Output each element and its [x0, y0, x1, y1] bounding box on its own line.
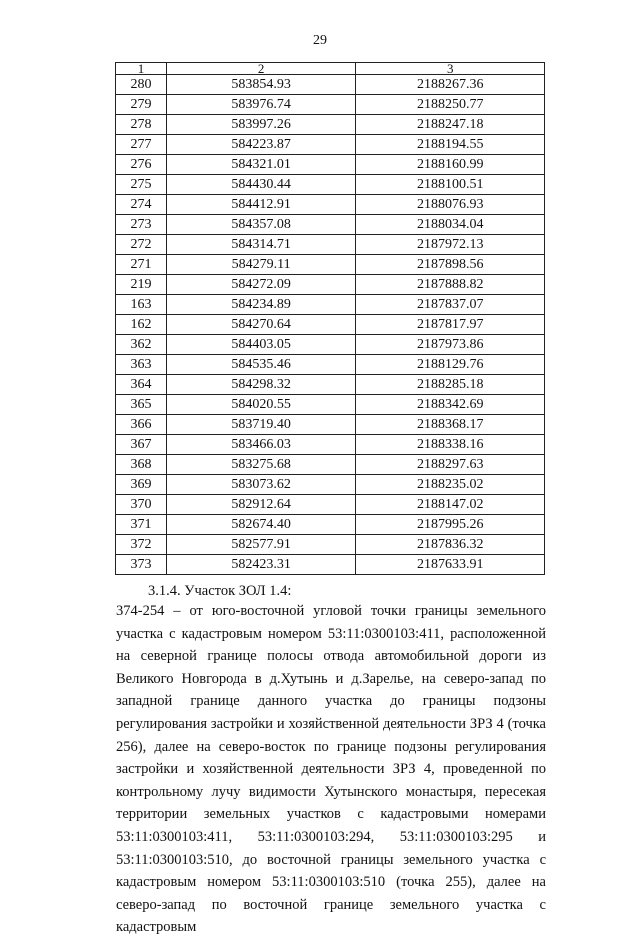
point-number-cell: 219: [116, 275, 167, 295]
table-row: [116, 255, 545, 275]
header-y-coordinate: 3: [356, 63, 545, 75]
table-row: [116, 295, 545, 315]
table-row: [116, 375, 545, 395]
y-coordinate-cell: 2188129.76: [356, 355, 545, 375]
x-coordinate-cell: 584298.32: [166, 375, 356, 395]
point-number-cell: 370: [116, 495, 167, 515]
y-coordinate-cell: 2187995.26: [356, 515, 545, 535]
table-row: [116, 215, 545, 235]
header-point-number: 1: [116, 63, 167, 75]
table-row: [116, 155, 545, 175]
y-coordinate-cell: 2187817.97: [356, 315, 545, 335]
table-row: [116, 235, 545, 255]
point-number-cell: 279: [116, 95, 167, 115]
point-number-cell: 280: [116, 75, 167, 95]
y-coordinate-cell: 2188160.99: [356, 155, 545, 175]
table-row: [116, 515, 545, 535]
point-number-cell: 271: [116, 255, 167, 275]
point-number-cell: 363: [116, 355, 167, 375]
x-coordinate-cell: 584535.46: [166, 355, 356, 375]
x-coordinate-cell: 584314.71: [166, 235, 356, 255]
x-coordinate-cell: 584223.87: [166, 135, 356, 155]
table-header-row: [116, 63, 545, 75]
point-number-cell: 162: [116, 315, 167, 335]
point-number-cell: 274: [116, 195, 167, 215]
page-number: 29: [313, 33, 327, 48]
point-number-cell: 278: [116, 115, 167, 135]
point-number-cell: 369: [116, 475, 167, 495]
y-coordinate-cell: 2188194.55: [356, 135, 545, 155]
header-x-coordinate: 2: [166, 63, 356, 75]
table-row: [116, 95, 545, 115]
x-coordinate-cell: 582577.91: [166, 535, 356, 555]
y-coordinate-cell: 2187837.07: [356, 295, 545, 315]
y-coordinate-cell: 2188342.69: [356, 395, 545, 415]
table-row: [116, 115, 545, 135]
y-coordinate-cell: 2188338.16: [356, 435, 545, 455]
x-coordinate-cell: 583073.62: [166, 475, 356, 495]
x-coordinate-cell: 583466.03: [166, 435, 356, 455]
y-coordinate-cell: 2187973.86: [356, 335, 545, 355]
y-coordinate-cell: 2188034.04: [356, 215, 545, 235]
table-row: [116, 415, 545, 435]
table-row: [116, 455, 545, 475]
x-coordinate-cell: 582423.31: [166, 555, 356, 575]
x-coordinate-cell: 584412.91: [166, 195, 356, 215]
y-coordinate-cell: 2188076.93: [356, 195, 545, 215]
x-coordinate-cell: 584357.08: [166, 215, 356, 235]
table-row: [116, 495, 545, 515]
table-row: [116, 335, 545, 355]
y-coordinate-cell: 2187633.91: [356, 555, 545, 575]
point-number-cell: 277: [116, 135, 167, 155]
y-coordinate-cell: 2188247.18: [356, 115, 545, 135]
y-coordinate-cell: 2187898.56: [356, 255, 545, 275]
point-number-cell: 366: [116, 415, 167, 435]
x-coordinate-cell: 583997.26: [166, 115, 356, 135]
y-coordinate-cell: 2187972.13: [356, 235, 545, 255]
y-coordinate-cell: 2188235.02: [356, 475, 545, 495]
x-coordinate-cell: 584430.44: [166, 175, 356, 195]
y-coordinate-cell: 2188250.77: [356, 95, 545, 115]
point-number-cell: 368: [116, 455, 167, 475]
y-coordinate-cell: 2188285.18: [356, 375, 545, 395]
coordinates-table: [115, 62, 545, 575]
point-number-cell: 273: [116, 215, 167, 235]
y-coordinate-cell: 2187888.82: [356, 275, 545, 295]
table-row: [116, 195, 545, 215]
x-coordinate-cell: 583854.93: [166, 75, 356, 95]
table-row: [116, 355, 545, 375]
point-number-cell: 362: [116, 335, 167, 355]
point-number-cell: 276: [116, 155, 167, 175]
point-number-cell: 364: [116, 375, 167, 395]
y-coordinate-cell: 2188297.63: [356, 455, 545, 475]
x-coordinate-cell: 583976.74: [166, 95, 356, 115]
x-coordinate-cell: 584272.09: [166, 275, 356, 295]
x-coordinate-cell: 584270.64: [166, 315, 356, 335]
x-coordinate-cell: 584234.89: [166, 295, 356, 315]
table-row: [116, 535, 545, 555]
point-number-cell: 367: [116, 435, 167, 455]
section-paragraph: 374-254 – от юго-восточной угловой точки границы земельного участка с кадастровым номером 53:11:0300103:411, расположенной на северной границе полосы отвода автомобильной дороги из Великого Новгорода в д.Хутынь и д.Зарелье, на северо-запад по западной границе данного участка до границы подзоны регулирования застройки и хозяйственной деятельности ЗРЗ 4 (точка 256), далее на северо-восток по границе подзоны регулирования застройки и хозяйственной деятельности ЗРЗ 4, проведенной по контрольному лучу видимости Хутынского монастыря, пересекая территории земельных участков с кадастровыми номерами 53:11:0300103:411, 53:11:0300103:294, 53:11:0300103:295 и 53:11:0300103:510, до восточной границы земельного участка с кадастровым номером 53:11:0300103:510 (точка 255), далее на северо-запад по восточной границе земельного участка с кадастровым: [116, 603, 546, 936]
table-row: [116, 175, 545, 195]
y-coordinate-cell: 2188267.36: [356, 75, 545, 95]
point-number-cell: 372: [116, 535, 167, 555]
x-coordinate-cell: 584321.01: [166, 155, 356, 175]
point-number-cell: 163: [116, 295, 167, 315]
table-row: [116, 75, 545, 95]
x-coordinate-cell: 584279.11: [166, 255, 356, 275]
x-coordinate-cell: 583719.40: [166, 415, 356, 435]
table-row: [116, 315, 545, 335]
section-heading: 3.1.4. Участок ЗОЛ 1.4:: [148, 583, 292, 599]
point-number-cell: 371: [116, 515, 167, 535]
table-row: [116, 395, 545, 415]
y-coordinate-cell: 2188147.02: [356, 495, 545, 515]
table-row: [116, 135, 545, 155]
x-coordinate-cell: 582674.40: [166, 515, 356, 535]
table-row: [116, 435, 545, 455]
x-coordinate-cell: 582912.64: [166, 495, 356, 515]
x-coordinate-cell: 584020.55: [166, 395, 356, 415]
point-number-cell: 373: [116, 555, 167, 575]
table-body: [116, 75, 545, 575]
point-number-cell: 272: [116, 235, 167, 255]
table-row: [116, 475, 545, 495]
table-row: [116, 275, 545, 295]
y-coordinate-cell: 2188368.17: [356, 415, 545, 435]
point-number-cell: 365: [116, 395, 167, 415]
y-coordinate-cell: 2188100.51: [356, 175, 545, 195]
x-coordinate-cell: 584403.05: [166, 335, 356, 355]
x-coordinate-cell: 583275.68: [166, 455, 356, 475]
table-row: [116, 555, 545, 575]
point-number-cell: 275: [116, 175, 167, 195]
y-coordinate-cell: 2187836.32: [356, 535, 545, 555]
